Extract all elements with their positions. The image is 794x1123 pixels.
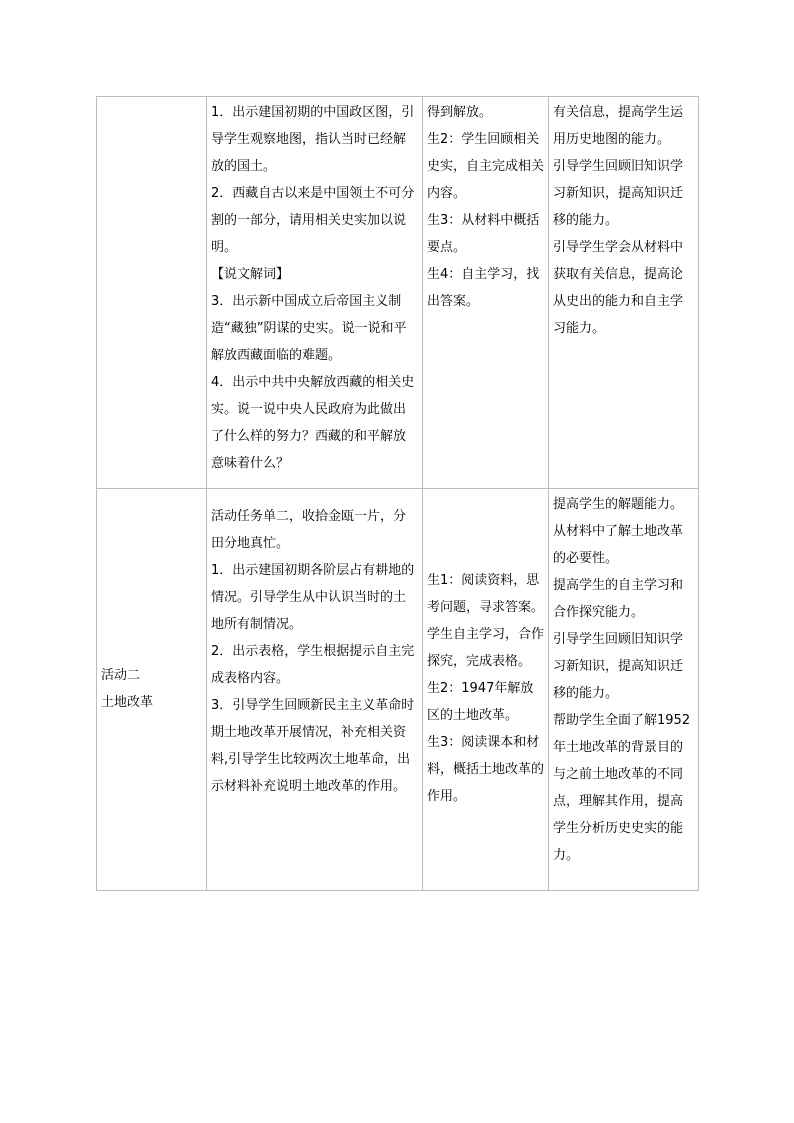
teacher-line: 3．出示新中国成立后帝国主义制造“藏独”阴谋的史实。说一说和平解放西藏面临的难题。: [211, 294, 407, 363]
design-line: 从材料中了解土地改革的必要性。: [553, 524, 684, 566]
design-intent-cell: [549, 97, 699, 489]
design-line: 引导学生学会从材料中获取有关信息，提高论从史出的能力和自主学习能力。: [553, 240, 684, 336]
teacher-line: 1．出示建国初期的中国政区图，引导学生观察地图，指认当时已经解放的国土。: [211, 105, 415, 174]
teacher-line: 3．引导学生回顾新民主主义革命时期土地改革开展情况，补充相关资料,引导学生比较两次土地革命，出示材料补充说明土地改革的作用。: [211, 698, 415, 794]
teacher-line: 1．出示建国初期各阶层占有耕地的情况。引导学生从中认识当时的土地所有制情况。: [211, 563, 415, 632]
activity-cell: [97, 489, 207, 891]
student-line: 生3：从材料中概括要点。: [427, 213, 540, 255]
student-line: 生1：阅读资料，思考问题，寻求答案。学生自主学习，合作探究，完成表格。: [427, 573, 545, 669]
student-line: 生2：1947年解放区的土地改革。: [427, 681, 534, 723]
design-line: 引导学生回顾旧知识学习新知识，提高知识迁移的能力。: [553, 159, 684, 228]
teacher-line: 活动任务单二，收拾金瓯一片，分田分地真忙。: [211, 509, 407, 551]
design-line: 有关信息，提高学生运用历史地图的能力。: [553, 105, 684, 147]
table-row: [97, 97, 699, 489]
activity-cell: [97, 97, 207, 489]
student-activity-cell: [423, 97, 549, 489]
activity-title: 土地改革: [101, 694, 154, 710]
teacher-activity-cell: [207, 97, 423, 489]
design-intent-cell: [549, 489, 699, 891]
activity-label: 活动二: [101, 667, 141, 683]
lesson-plan-table: [96, 96, 699, 891]
design-line: 提高学生的解题能力。: [553, 497, 684, 512]
student-line: 生2：学生回顾相关史实，自主完成相关内容。: [427, 132, 545, 201]
teacher-line: 【说文解词】: [211, 267, 290, 282]
teacher-line: 2．出示表格，学生根据提示自主完成表格内容。: [211, 644, 415, 686]
design-line: 引导学生回顾旧知识学习新知识，提高知识迁移的能力。: [553, 632, 684, 701]
teacher-activity-cell: [207, 489, 423, 891]
student-line: 得到解放。: [427, 105, 493, 120]
teacher-line: 4．出示中共中央解放西藏的相关史实。说一说中央人民政府为此做出了什么样的努力？西藏的和平解放意味着什么？: [211, 375, 415, 471]
table-row: [97, 489, 699, 891]
student-line: 生3：阅读课本和材料，概括土地改革的作用。: [427, 735, 545, 804]
student-line: 生4：自主学习，找出答案。: [427, 267, 540, 309]
teacher-line: 2．西藏自古以来是中国领土不可分割的一部分，请用相关史实加以说明。: [211, 186, 415, 255]
design-line: 帮助学生全面了解1952年土地改革的背景目的与之前土地改革的不同点，理解其作用，提高学生分析历史史实的能力。: [553, 713, 691, 863]
design-line: 提高学生的自主学习和合作探究能力。: [553, 578, 684, 620]
student-activity-cell: [423, 489, 549, 891]
